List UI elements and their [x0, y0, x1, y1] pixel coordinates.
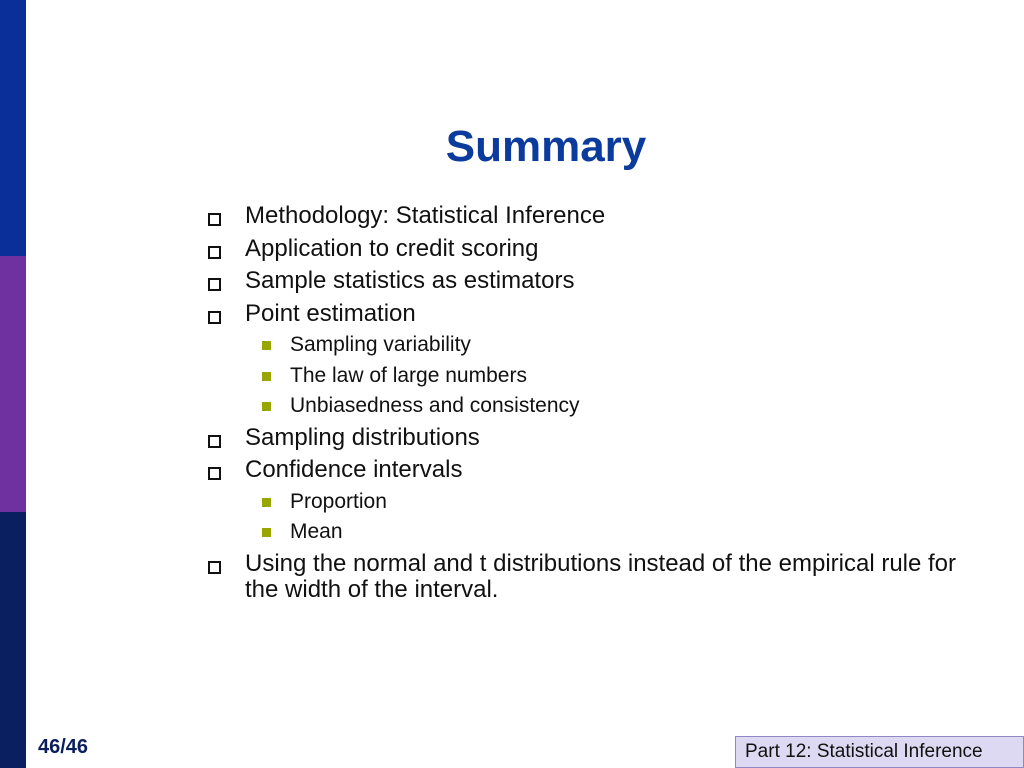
- list-item-text: Sampling distributions: [245, 423, 480, 451]
- list-item-text: Sample statistics as estimators: [245, 267, 575, 294]
- list-item: [205, 457, 985, 483]
- hollow-square-bullet-icon: [208, 213, 221, 226]
- list-item: [205, 301, 985, 327]
- filled-square-bullet-icon: [262, 498, 271, 507]
- list-item: [205, 551, 985, 603]
- color-bar-top: [0, 0, 26, 256]
- color-bar-middle: [0, 256, 26, 512]
- page-number: 46/46: [38, 736, 89, 758]
- color-bar-bottom: [0, 512, 26, 768]
- list-item-text: Point estimation: [245, 299, 416, 327]
- sub-list-item: [205, 394, 985, 418]
- sub-list-item: [205, 490, 985, 514]
- hollow-square-bullet-icon: [208, 435, 221, 448]
- filled-square-bullet-icon: [262, 528, 271, 537]
- list-item: [205, 236, 985, 262]
- footer-label: Part 12: Statistical Inference: [735, 736, 1024, 768]
- sub-list-item-text: Proportion: [290, 489, 387, 513]
- list-item-text: Methodology: Statistical Inference: [245, 202, 606, 229]
- hollow-square-bullet-icon: [208, 561, 221, 574]
- sub-list-item: [205, 333, 985, 357]
- list-item-text: Using the normal and t distributions instead of the empirical rule for the width of the interval.: [245, 549, 957, 603]
- hollow-square-bullet-icon: [208, 278, 221, 291]
- sub-list-item-text: Unbiasedness and consistency: [290, 394, 580, 417]
- sub-list-item-text: Mean: [290, 520, 343, 543]
- filled-square-bullet-icon: [262, 402, 271, 411]
- bullet-list: [205, 203, 985, 609]
- hollow-square-bullet-icon: [208, 311, 221, 324]
- list-item-text: Confidence intervals: [245, 456, 463, 483]
- filled-square-bullet-icon: [262, 372, 271, 381]
- left-color-bar: [0, 0, 26, 768]
- sub-list-item-text: The law of large numbers: [290, 363, 527, 387]
- slide-title: Summary: [445, 122, 647, 171]
- hollow-square-bullet-icon: [208, 246, 221, 259]
- hollow-square-bullet-icon: [208, 467, 221, 480]
- list-item: [205, 203, 985, 229]
- list-item: [205, 268, 985, 294]
- sub-list-item-text: Sampling variability: [290, 333, 471, 356]
- sub-list-item: [205, 364, 985, 388]
- filled-square-bullet-icon: [262, 341, 271, 350]
- list-item-text: Application to credit scoring: [245, 234, 539, 262]
- sub-list-item: [205, 520, 985, 544]
- list-item: [205, 425, 985, 451]
